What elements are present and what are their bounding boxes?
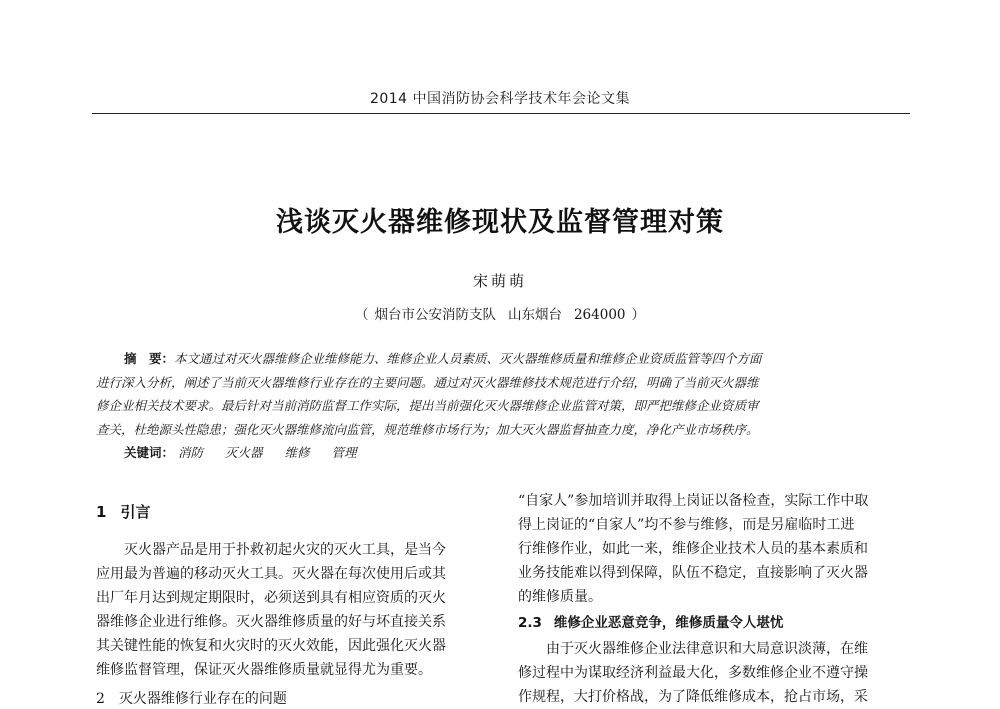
keyword: 灭火器 [225,445,263,460]
body-line: 其关键性能的恢复和火灾时的灭火效能，因此强化灭火器 [96,638,446,654]
left-column [96,500,488,682]
keyword: 消防 [178,445,204,460]
paper-title: 浅谈灭火器维修现状及监督管理对策 [276,207,724,238]
body-line: 器维修企业进行维修。灭火器维修质量的好与坏直接关系 [96,614,446,630]
body-line: 由于灭火器维修企业法律意识和大局意识淡薄，在维 [546,641,868,657]
running-head: 2014 中国消防协会科学技术年会论文集 [369,91,631,107]
body-line: 业务技能难以得到保障，队伍不稳定，直接影响了灭火器 [518,565,868,581]
body-line: 出厂年月达到规定期限时，必须送到具有相应资质的灭火 [96,590,446,606]
body-line: 应用最为普遍的移动灭火工具。灭火器在每次使用后或其 [96,566,446,582]
abstract-line: 修企业相关技术要求。最后针对当前消防监督工作实际，提出当前强化灭火器维修企业监管对策，即严把维修企业资质审 [96,398,759,413]
abstract-line [96,347,910,371]
body-line: 修过程中为谋取经济利益最大化，多数维修企业不遵守操 [518,665,868,681]
body-line: 灭火器产品是用于扑救初起火灾的灭火工具，是当今 [124,542,446,558]
affiliation-open-paren: （ [354,307,369,323]
keywords [124,443,375,461]
author-affiliation [0,303,1000,323]
abstract-text: 本文通过对灭火器维修企业维修能力、维修企业人员素质、灭火器维修质量和维修企业资质监管等四个方面 [174,351,762,366]
subsection-heading [518,609,914,637]
keyword: 维修 [284,445,310,460]
abstract-label: 摘 要： [124,351,175,366]
abstract-line: 查关，杜绝源头性隐患；强化灭火器维修流向监管，规范维修市场行为；加大灭火器监督抽查力度，净化产业市场秩序。 [96,421,759,437]
body-line: 作规程，大打价格战，为了降低维修成本，抢占市场，采 [518,689,868,705]
section-number: 1 [96,503,107,521]
body-line: 得上岗证的“自家人”均不参与维修，而是另雇临时工进 [518,517,855,533]
paper-author: 宋萌萌 [472,272,527,290]
section-heading [96,500,488,524]
body-line: 的维修质量。 [518,589,602,605]
subsection-title: 维修企业恶意竞争，维修质量令人堪忧 [553,615,784,631]
affiliation-close-paren: ） [631,307,646,323]
affiliation-place: 山东烟台 [507,307,562,323]
affiliation-org: 烟台市公安消防支队 [374,307,496,323]
right-column [518,489,914,709]
section-title: 引言 [120,503,151,521]
abstract [96,347,910,441]
keyword: 管理 [331,445,357,460]
header-rule [92,113,910,114]
subsection-number: 2.3 [518,615,542,631]
body-line: “自家人”参加培训并取得上岗证以备检查，实际工作中取 [518,493,869,509]
affiliation-postcode: 264000 [573,307,626,323]
body-line: 行维修作业，如此一来，维修企业技术人员的基本素质和 [518,541,868,557]
body-line: 维修监督管理，保证灭火器维修质量就显得尤为重要。 [96,662,432,678]
cutoff-heading: 2 灭火器维修行业存在的问题 [96,691,287,707]
abstract-line: 进行深入分析，阐述了当前灭火器维修行业存在的主要问题。通过对灭火器维修技术规范进行介绍，明确了当前灭火器维 [96,374,759,390]
keywords-label: 关键词： [124,445,175,460]
